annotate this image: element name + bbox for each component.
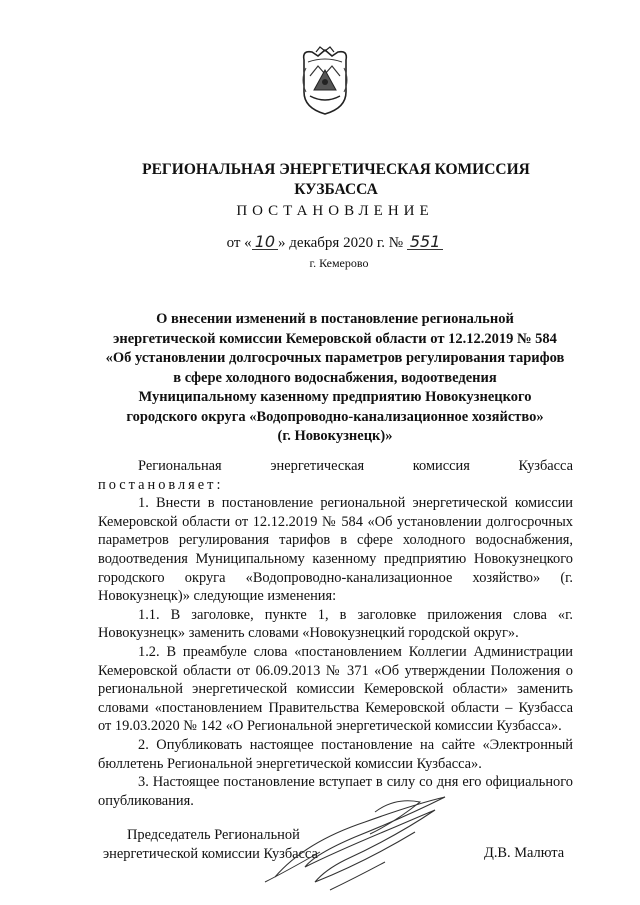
body-intro: Региональная энергетическая комиссия Кузбасса [138,458,573,474]
body-paragraph: 3. Настоящее постановление вступает в силу со дня его официального опубликования. [98,774,573,809]
document-type: ПОСТАНОВЛЕНИЕ [236,203,434,219]
document-date-number [0,234,640,252]
body-paragraph: 1. Внести в постановление региональной энергетической комиссии Кемеровской области от 12.12.2019 № 584 «Об установлении долгосрочных параметров регулирования тарифов в сфере холодного водоснабжения, водоотведения Муниципальному казенному предприятию Новокузнецкого городского округа «Водопроводно-канализационное хозяйство» (г. Новокузнецк)» следующие изменения: [98,495,573,605]
body-paragraph: 1.2. В преамбуле слова «постановлением Коллегии Администрации Кемеровской области от 06.09.2013 № 371 «Об утверждении Положения о региональной энергетической комиссии Кемеровской области» заменить словами «постановлением Правительства Кемеровской области – Кузбасса от 19.03.2020 № 142 «О Региональной энергетической комиссии Кузбасса». [98,643,573,735]
issuing-authority [0,160,640,200]
title-line: О внесении изменений в постановление региональной [156,311,514,327]
date-prefix: от « [226,235,252,251]
title-line: (г. Новокузнецк)» [277,428,393,444]
title-line: городского округа «Водопроводно-канализационное хозяйство» [126,408,544,425]
position-line-1: Председатель Региональной [127,827,300,843]
coat-of-arms-emblem [296,46,354,116]
document-title [90,310,580,447]
body-decrees: постановляет: [98,476,224,493]
body-paragraph: 2. Опубликовать настоящее постановление на сайте «Электронный бюллетень Региональной энергетической комиссии Кузбасса». [98,736,573,772]
title-line: в сфере холодного водоснабжения, водоотведения [173,369,497,386]
signatory-name: Д.В. Малюта [484,845,565,861]
title-line: Муниципальному казенному предприятию Новокузнецкого [138,389,532,405]
title-line: «Об установлении долгосрочных параметров регулирования тарифов [105,350,565,366]
date-month-year: » декабря 2020 г. № [278,235,404,251]
position-line-2: энергетической комиссии Кузбасса [103,846,318,862]
authority-line-2: КУЗБАССА [294,181,378,198]
document-body [98,457,573,810]
title-line: энергетической комиссии Кемеровской области от 12.12.2019 № 584 [113,330,557,347]
date-day-handwritten: 10 [252,234,278,250]
handwritten-signature [245,782,465,897]
issue-city: г. Кемерово [309,256,369,270]
document-number-handwritten: 551 [407,234,444,250]
body-paragraph: 1.1. В заголовке, пункте 1, в заголовке приложения слова «г. Новокузнецк» заменить словами «Новокузнецкий городской округ». [98,606,573,642]
authority-line-1: РЕГИОНАЛЬНАЯ ЭНЕРГЕТИЧЕСКАЯ КОМИССИЯ [142,161,530,178]
